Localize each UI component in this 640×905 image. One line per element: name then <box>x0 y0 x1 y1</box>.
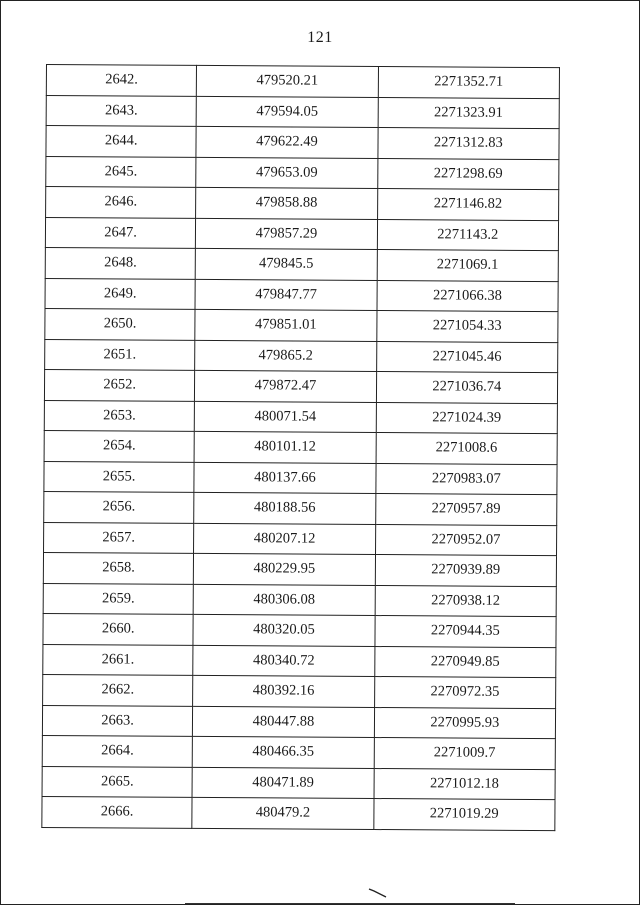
table-row <box>45 247 558 281</box>
table-row <box>42 735 555 769</box>
y-coordinate-cell: 2270957.89 <box>375 494 557 526</box>
y-coordinate-cell: 2271009.7 <box>374 738 556 770</box>
table-row <box>42 766 555 800</box>
table-row <box>46 187 559 221</box>
point-number-cell: 2655. <box>44 461 194 492</box>
x-coordinate-cell: 480320.05 <box>193 614 374 646</box>
table-row <box>44 430 557 464</box>
point-number-cell: 2663. <box>42 705 192 736</box>
x-coordinate-cell: 480471.89 <box>192 767 373 799</box>
x-coordinate-cell: 480188.56 <box>194 492 375 524</box>
table-row <box>42 705 555 739</box>
x-coordinate-cell: 480340.72 <box>193 645 374 677</box>
y-coordinate-cell: 2271036.74 <box>376 372 558 404</box>
table-body <box>42 65 560 831</box>
y-coordinate-cell: 2271008.6 <box>376 433 558 465</box>
y-coordinate-cell: 2270972.35 <box>374 677 556 709</box>
table-row <box>45 217 558 251</box>
y-coordinate-cell: 2271024.39 <box>376 402 558 434</box>
y-coordinate-cell: 2270995.93 <box>374 707 556 739</box>
point-number-cell: 2660. <box>43 613 193 644</box>
point-number-cell: 2647. <box>45 217 195 248</box>
table-row <box>43 613 556 647</box>
point-number-cell: 2661. <box>43 644 193 675</box>
x-coordinate-cell: 479865.2 <box>195 340 376 372</box>
page-number: 121 <box>307 29 333 46</box>
pen-mark-icon <box>368 888 388 898</box>
y-coordinate-cell: 2271019.29 <box>373 799 555 831</box>
table-row <box>44 461 557 495</box>
x-coordinate-cell: 479845.5 <box>196 248 377 280</box>
x-coordinate-cell: 479847.77 <box>195 279 376 311</box>
y-coordinate-cell: 2271146.82 <box>377 189 559 221</box>
point-number-cell: 2650. <box>45 308 195 339</box>
y-coordinate-cell: 2271012.18 <box>374 768 556 800</box>
bottom-divider <box>185 903 515 904</box>
table-row <box>44 522 557 556</box>
point-number-cell: 2646. <box>46 187 196 218</box>
x-coordinate-cell: 479594.05 <box>196 96 377 128</box>
y-coordinate-cell: 2271054.33 <box>376 311 558 343</box>
y-coordinate-cell: 2270944.35 <box>375 616 557 648</box>
x-coordinate-cell: 479653.09 <box>196 157 377 189</box>
table-row <box>43 552 556 586</box>
x-coordinate-cell: 479858.88 <box>196 187 377 219</box>
point-number-cell: 2654. <box>44 430 194 461</box>
y-coordinate-cell: 2271298.69 <box>377 158 559 190</box>
table-row <box>44 400 557 434</box>
y-coordinate-cell: 2270938.12 <box>375 585 557 617</box>
table-row <box>46 156 559 190</box>
y-coordinate-cell: 2271045.46 <box>376 341 558 373</box>
point-number-cell: 2666. <box>42 796 192 827</box>
point-number-cell: 2662. <box>43 674 193 705</box>
x-coordinate-cell: 480392.16 <box>193 675 374 707</box>
x-coordinate-cell: 479520.21 <box>197 65 378 97</box>
point-number-cell: 2659. <box>43 583 193 614</box>
x-coordinate-cell: 480447.88 <box>193 706 374 738</box>
x-coordinate-cell: 479851.01 <box>195 309 376 341</box>
point-number-cell: 2649. <box>45 278 195 309</box>
x-coordinate-cell: 480479.2 <box>192 797 373 829</box>
table-row <box>46 95 559 129</box>
table-row <box>43 583 556 617</box>
point-number-cell: 2665. <box>42 766 192 797</box>
table-row <box>43 674 556 708</box>
table-row <box>43 644 556 678</box>
table-row <box>42 796 555 830</box>
table-row <box>46 65 559 99</box>
x-coordinate-cell: 480071.54 <box>195 401 376 433</box>
y-coordinate-cell: 2271352.71 <box>378 67 560 99</box>
y-coordinate-cell: 2270949.85 <box>374 646 556 678</box>
point-number-cell: 2648. <box>45 247 195 278</box>
table-row <box>44 369 557 403</box>
coordinates-table <box>41 64 560 831</box>
y-coordinate-cell: 2270952.07 <box>375 524 557 556</box>
table-row <box>45 339 558 373</box>
point-number-cell: 2657. <box>44 522 194 553</box>
point-number-cell: 2653. <box>44 400 194 431</box>
point-number-cell: 2643. <box>46 95 196 126</box>
y-coordinate-cell: 2271312.83 <box>378 128 560 160</box>
y-coordinate-cell: 2270983.07 <box>376 463 558 495</box>
x-coordinate-cell: 480137.66 <box>194 462 375 494</box>
y-coordinate-cell: 2271066.38 <box>377 280 559 312</box>
table-row <box>45 278 558 312</box>
x-coordinate-cell: 480306.08 <box>193 584 374 616</box>
y-coordinate-cell: 2270939.89 <box>375 555 557 587</box>
x-coordinate-cell: 480466.35 <box>193 736 374 768</box>
y-coordinate-cell: 2271323.91 <box>378 97 560 129</box>
x-coordinate-cell: 480229.95 <box>194 553 375 585</box>
point-number-cell: 2652. <box>44 369 194 400</box>
y-coordinate-cell: 2271069.1 <box>377 250 559 282</box>
point-number-cell: 2651. <box>45 339 195 370</box>
point-number-cell: 2664. <box>42 735 192 766</box>
x-coordinate-cell: 480207.12 <box>194 523 375 555</box>
table-row <box>44 491 557 525</box>
point-number-cell: 2656. <box>44 491 194 522</box>
x-coordinate-cell: 480101.12 <box>194 431 375 463</box>
x-coordinate-cell: 479622.49 <box>196 126 377 158</box>
point-number-cell: 2642. <box>46 65 196 96</box>
x-coordinate-cell: 479872.47 <box>195 370 376 402</box>
table-row <box>45 308 558 342</box>
table-row <box>46 126 559 160</box>
x-coordinate-cell: 479857.29 <box>196 218 377 250</box>
point-number-cell: 2644. <box>46 126 196 157</box>
y-coordinate-cell: 2271143.2 <box>377 219 559 251</box>
point-number-cell: 2658. <box>43 552 193 583</box>
point-number-cell: 2645. <box>46 156 196 187</box>
